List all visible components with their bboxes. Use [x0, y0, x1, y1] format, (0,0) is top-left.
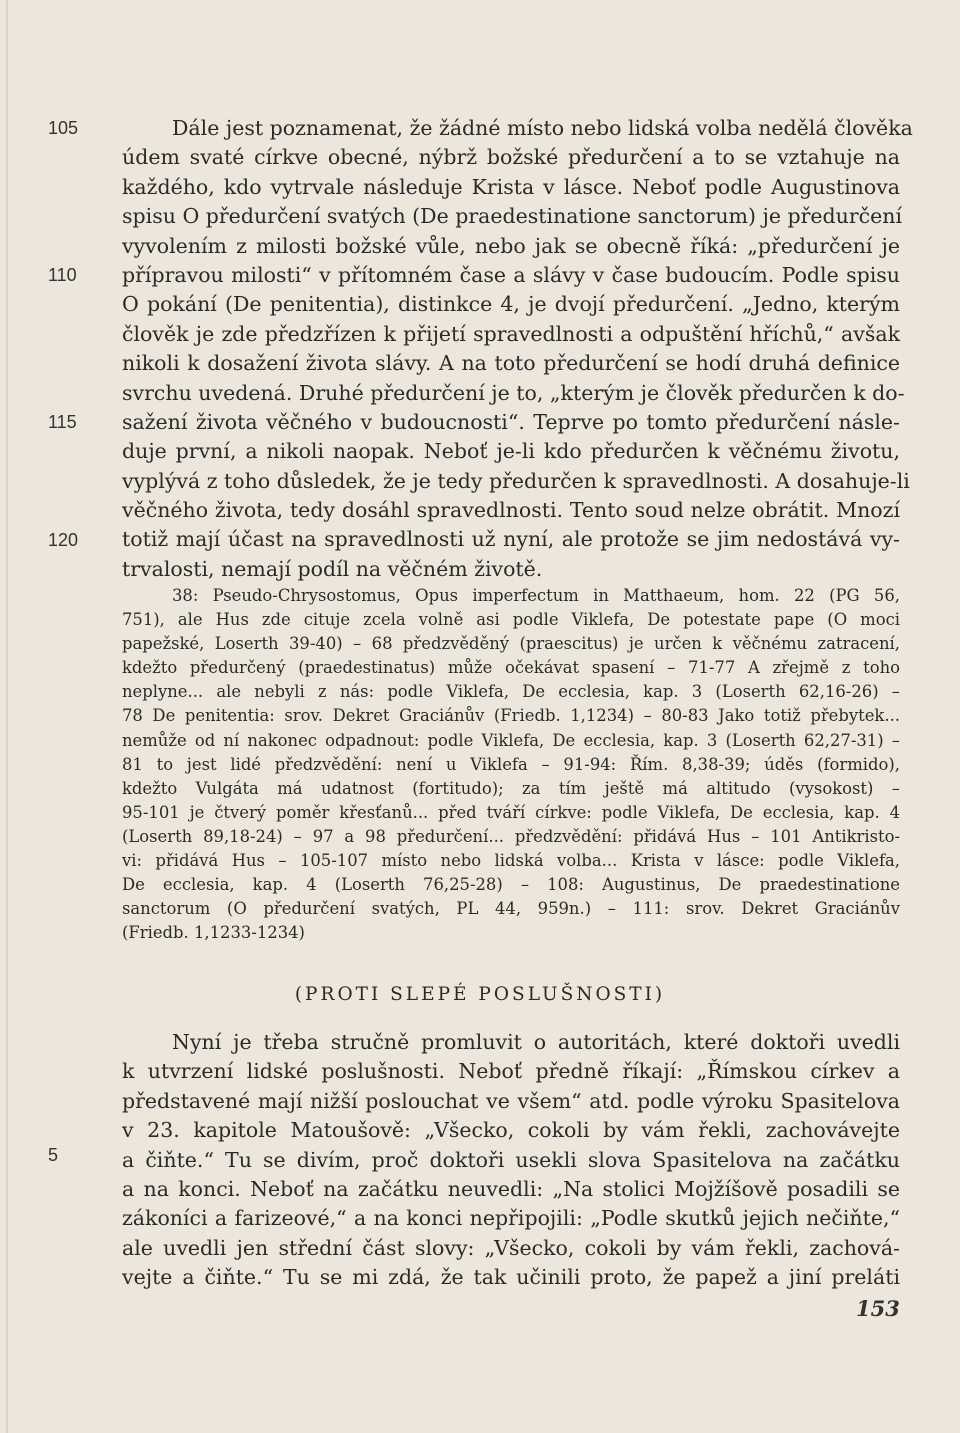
footnote-line: (Loserth 89,18-24) – 97 a 98 předurčení... předzvědění: přidává Hus – 101 Antikristo-: [122, 826, 900, 846]
footnote-line: (Friedb. 1,1233-1234): [122, 923, 305, 943]
line-number: 5: [48, 1145, 59, 1165]
text-line: člověk je zde předzřízen k přijetí spravedlnosti a odpuštění hříchů,“ avšak: [122, 321, 900, 346]
text-line: představené mají nižší poslouchat ve všem“ atd. podle výroku Spasitelova: [122, 1088, 900, 1113]
main-paragraph: [122, 114, 913, 584]
footnote-line: sanctorum (O předurčení svatých, PL 44, 959n.) – 111: srov. Dekret Graciánův: [122, 899, 900, 919]
text-line: a na konci. Neboť na začátku neuvedli: „Na stolici Mojžíšově posadili se: [122, 1176, 900, 1201]
line-number: 105: [48, 118, 79, 138]
line-number: 115: [48, 412, 77, 432]
text-line: Nyní je třeba stručně promluvit o autoritách, které doktoři uvedli: [172, 1030, 900, 1054]
text-line: trvalosti, nemají podíl na věčném životě.: [122, 556, 543, 581]
text-line: sažení života věčného v budoucnosti“. Teprve po tomto předurčení násle-: [122, 409, 900, 434]
footnote-line: 38: Pseudo-Chrysostomus, Opus imperfectum in Matthaeum, hom. 22 (PG 56,: [172, 586, 900, 605]
text-line: ale uvedli jen střední část slovy: „Všecko, cokoli by vám řekli, zachová-: [122, 1235, 900, 1260]
line-number: 110: [48, 265, 77, 285]
text-line: k utvrzení lidské poslušnosti. Neboť předně říkají: „Římskou církev a: [122, 1059, 900, 1084]
text-line: vyvolením z milosti božské vůle, nebo jak se obecně říká: „předurčení je: [122, 233, 900, 258]
footnote-line: neplyne... ale nebyli z nás: podle Viklefa, De ecclesia, kap. 3 (Loserth 62,16-26) –: [122, 682, 900, 702]
footnote-line: 78 De penitentia: srov. Dekret Graciánův (Friedb. 1,1234) – 80-83 Jako totiž přebytek...: [122, 706, 900, 726]
text-line: v 23. kapitole Matoušově: „Všecko, cokoli by vám řekli, zachovávejte: [122, 1118, 900, 1143]
text-line: O pokání (De penitentia), distinkce 4, je dvojí předurčení. „Jedno, kterým: [122, 292, 900, 317]
text-line: vyplývá z toho důsledek, že je tedy předurčen k spravedlnosti. A dosahuje-li: [122, 468, 910, 493]
footnote-line: nemůže od ní nakonec odpadnout: podle Viklefa, De ecclesia, kap. 3 (Loserth 62,27-31) –: [122, 730, 900, 750]
footnote-line: De ecclesia, kap. 4 (Loserth 76,25-28) – 108: Augustinus, De praedestinatione: [122, 875, 900, 895]
text-line: nikoli k dosažení života slávy. A na toto předurčení se hodí druhá definice: [122, 351, 900, 376]
footnote-line: 81 to jest lidé předzvědění: není u Viklefa – 91-94: Řím. 8,38-39; úděs (formido),: [122, 754, 900, 774]
footnote-line: kdežto předurčený (praedestinatus) může očekávat spasení – 71-77 A zřejmě z toho: [122, 658, 900, 678]
footnote-line: papežské, Loserth 39-40) – 68 předzvěděný (praescitus) je určen k věčnému zatracení,: [122, 634, 900, 654]
footnote-line: vi: přidává Hus – 105-107 místo nebo lidská volba... Krista v lásce: podle Viklefa,: [122, 851, 900, 871]
text-line: vejte a čiňte.“ Tu se mi zdá, že tak učinili proto, že papež a jiní preláti: [122, 1265, 900, 1290]
text-line: spisu O předurčení svatých (De praedestinatione sanctorum) je předurčení: [122, 204, 903, 229]
text-line: věčného života, tedy dosáhl spravedlnosti. Tento soud nelze obrátit. Mnozí: [122, 498, 900, 523]
footnote-line: 95-101 je čtverý poměr křesťanů... před tváří církve: podle Viklefa, De ecclesia, kap. 4: [122, 802, 900, 822]
footnote-line: kdežto Vulgáta má udatnost (fortitudo); za tím ještě má altitudo (vysokost) –: [122, 778, 900, 798]
text-line: údem svaté církve obecné, nýbrž božské předurčení a to se vztahuje na: [122, 145, 900, 170]
text-line: zákoníci a farizeové,“ a na konci nepřipojili: „Podle skutků jejich nečiňte,“: [122, 1206, 900, 1231]
text-line: každého, kdo vytrvale následuje Krista v lásce. Neboť podle Augustinova: [122, 174, 900, 199]
page-number: 153: [856, 1296, 900, 1321]
second-paragraph: [122, 1028, 900, 1293]
text-line: Dále jest poznamenat, že žádné místo nebo lidská volba nedělá člověka: [172, 116, 913, 140]
footnotes: [122, 584, 900, 945]
text-line: a čiňte.“ Tu se divím, proč doktoři usekli slova Spasitelova na začátku: [122, 1147, 900, 1172]
text-line: totiž mají účast na spravedlnosti už nyní, ale protože se jim nedostává vy-: [122, 527, 900, 552]
page-edge: [6, 0, 8, 1433]
text-line: svrchu uvedená. Druhé předurčení je to, „kterým je člověk předurčen k do-: [122, 380, 905, 405]
text-line: duje první, a nikoli naopak. Neboť je-li kdo předurčen k věčnému životu,: [122, 439, 900, 464]
line-number: 120: [48, 530, 79, 550]
footnote-line: 751), ale Hus zde cituje zcela volně asi podle Viklefa, De potestate pape (O moci: [122, 610, 900, 630]
section-heading: (PROTI SLEPÉ POSLUŠNOSTI): [294, 984, 666, 1005]
text-line: přípravou milosti“ v přítomném čase a slávy v čase budoucím. Podle spisu: [122, 262, 900, 287]
